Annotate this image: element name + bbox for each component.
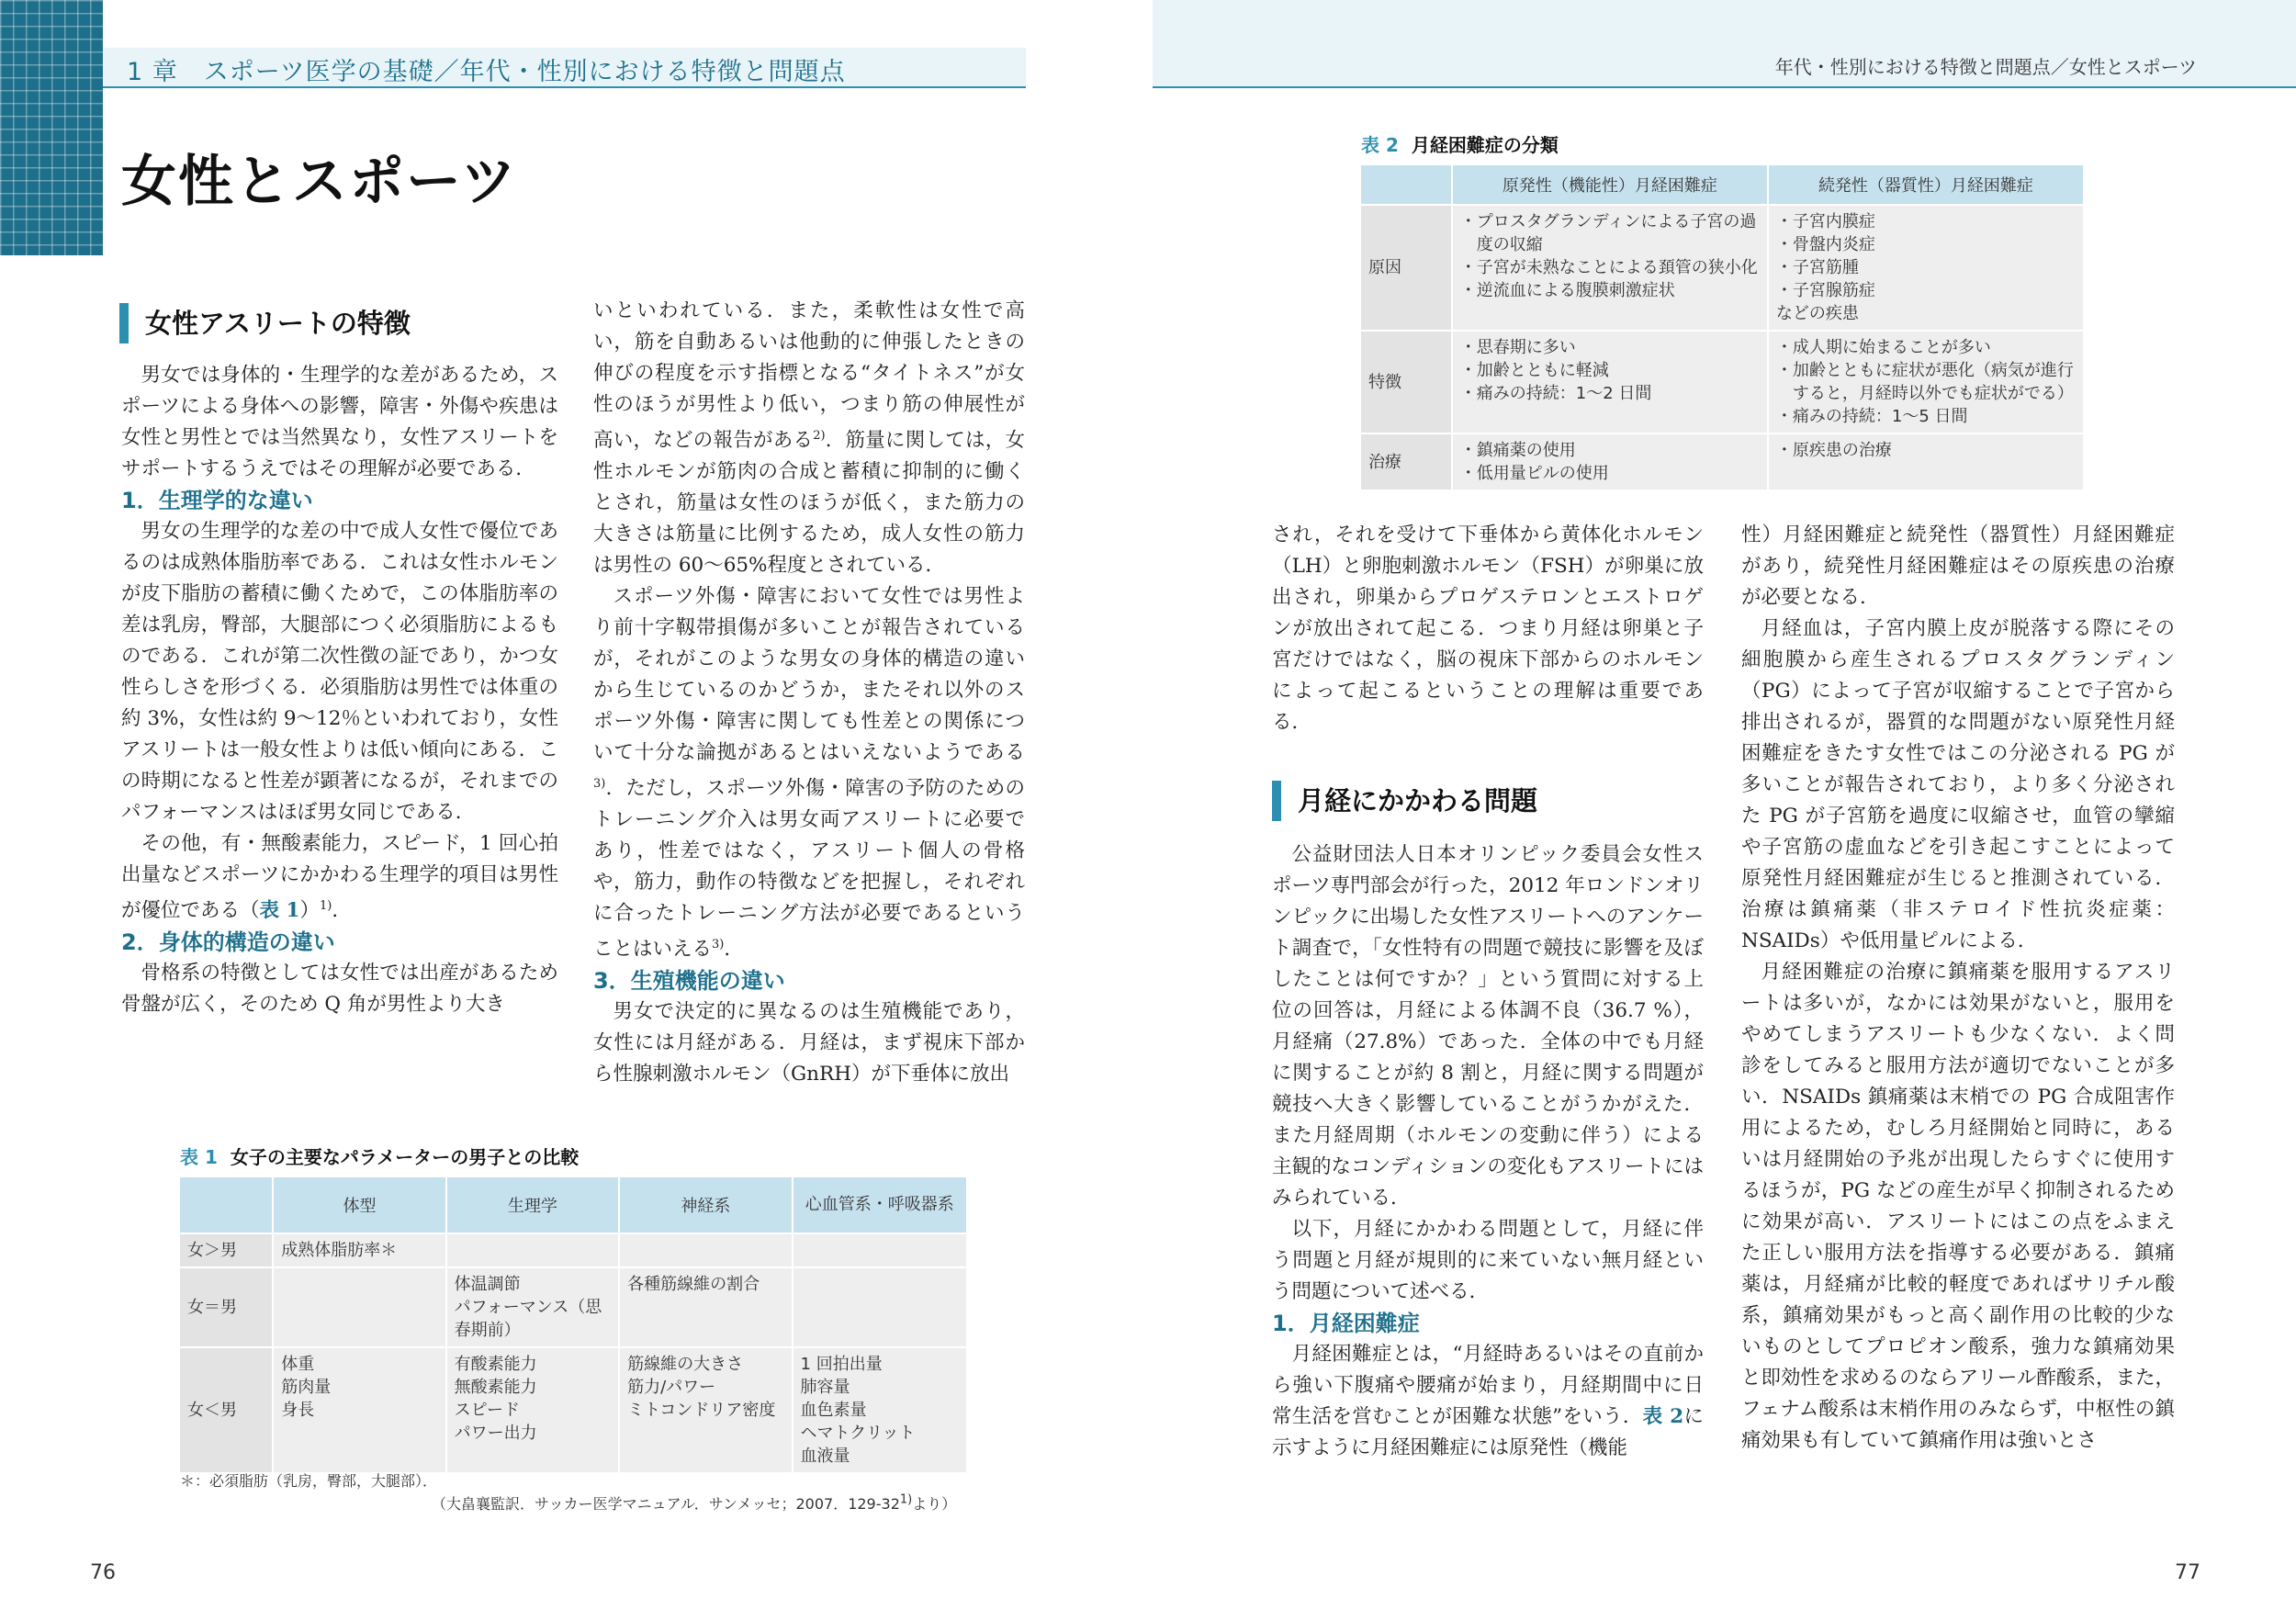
table1-row — [179, 1233, 967, 1267]
table1-cell — [619, 1233, 792, 1267]
paragraph: 男女では身体的・生理学的な差があるため，スポーツによる身体への影響，障害・外傷や疾患は女性と男性とでは当然異なり，女性アスリートをサポートするうえではその理解が必要である． — [121, 364, 558, 480]
paragraph: 骨格系の特徴としては女性では出産があるため骨盤が広く，そのため Q 角が男性より大き — [121, 962, 558, 1017]
subheading-dysmenorrhea: 1．月経困難症 — [1272, 1311, 1420, 1336]
table1-cell — [446, 1347, 619, 1473]
cell-line: 体重 — [281, 1355, 315, 1374]
table2-row-label: 治療 — [1360, 433, 1452, 490]
table1-row — [179, 1267, 967, 1347]
subheading-physiology: 1．生理学的な違い — [121, 488, 313, 513]
cell-line: ・原疾患の治療 — [1775, 441, 1892, 460]
table1-header-cell: 生理学 — [446, 1176, 619, 1233]
paragraph: 男女の生理学的な差の中で成人女性で優位であるのは成熟体脂肪率である．これは女性ホルモンが皮下脂肪の蓄積に働くためで，この体脂肪率の差は乳房，臀部，大腿部につく必須脂肪によるものである．これが第二次性徴の証であり，かつ女性らしさを形づくる．必須脂肪は男性では体重の約 3%，女性は約 9〜12％といわれており，女性アスリートは一般女性よりは低い傾向にある．この時期になると性差が顕著になるが，それまでのパフォーマンスはほぼ男女同じである． — [121, 520, 558, 824]
cell-line: 筋力/パワー — [627, 1378, 716, 1397]
table1-cell — [273, 1347, 445, 1473]
paragraph — [593, 296, 1025, 581]
table2-cell — [1768, 331, 2084, 433]
table1-title: 女子の主要なパラメーターの男子との比較 — [230, 1146, 580, 1168]
text: ．ただし，スポーツ外傷・障害の予防のためのトレーニング介入は男女両アスリートに必要であり，性差ではなく，アスリート個人の骨格や，筋力，動作の特徴などを把握し，それぞれに合ったトレーニング方法が必要であるということはいえる — [593, 777, 1025, 962]
cell-line: 筋線維の大きさ — [627, 1355, 744, 1374]
cell-line: 1 回拍出量 — [800, 1355, 883, 1374]
paragraph — [593, 581, 1025, 965]
cell-line: ・子宮が未熟なことによる頚管の狭小化 — [1459, 258, 1758, 277]
table2-row — [1360, 433, 2084, 490]
table1-header-cell: 体型 — [273, 1176, 445, 1233]
cell-line: 各種筋線維の割合 — [627, 1275, 760, 1294]
paragraph — [1272, 1339, 1704, 1464]
right-column-1 — [1272, 520, 1704, 1464]
paragraph: 性）月経困難症と続発性（器質性）月経困難症があり，続発性月経困難症はその原疾患の治療が必要となる． — [1741, 523, 2175, 609]
cell-line: パフォーマンス（思 — [454, 1298, 602, 1317]
cell-line: ヘマトクリット — [800, 1424, 916, 1443]
cell-line: ・プロスタグランディンによる子宮の過度の収縮 — [1459, 212, 1757, 254]
section-heading-female-athlete: 女性アスリートの特徴 — [119, 303, 586, 343]
right-running-header — [1153, 0, 2296, 88]
cell-line: 血色素量 — [800, 1401, 867, 1420]
text: ． — [332, 899, 352, 923]
table2-cell — [1768, 205, 2084, 331]
table2-number: 表 2 — [1361, 134, 1399, 156]
citation: 2) — [813, 429, 826, 443]
table2-cell — [1452, 433, 1768, 490]
table1-cell — [793, 1347, 967, 1473]
paragraph: 以下，月経にかかわる問題として，月経に伴う問題と月経が規則的に来ていない無月経という問題について述べる． — [1272, 1218, 1704, 1303]
paragraph: され，それを受けて下垂体から黄体化ホルモン（LH）と卵胞刺激ホルモン（FSH）が卵巣に放出され，卵巣からプロゲステロンとエストロゲンが放出されて起こる．つまり月経は卵巣と子宮だけではなく，脳の視床下部からのホルモンによって起こるということの理解は重要である． — [1272, 523, 1704, 734]
text: に示すように月経困難症には原発性（機能 — [1272, 1405, 1704, 1459]
text: 月経困難症とは，“月経時あるいはその直前から強い下腹痛や腰痛が始まり，月経期間中に日常生活を営むことが困難な状態”をいう． — [1272, 1343, 1704, 1428]
table1-header-cell: 心血管系・呼吸器系 — [793, 1176, 967, 1233]
table1-cell — [273, 1267, 445, 1347]
left-column-1 — [121, 360, 558, 1020]
table2-row — [1360, 205, 2084, 331]
table-ref-link[interactable]: 表 1 — [259, 899, 300, 923]
table1-cell — [619, 1267, 792, 1347]
table1-header-cell: 神経系 — [619, 1176, 792, 1233]
table2-row-label: 特徴 — [1360, 331, 1452, 433]
citation: 3) — [712, 938, 725, 952]
citation: 3) — [593, 777, 606, 792]
table2-cell — [1452, 205, 1768, 331]
cell-line: 成熟体脂肪率＊ — [281, 1241, 398, 1260]
cell-line: 血液量 — [800, 1447, 850, 1466]
section-heading-menstrual: 月経にかかわる問題 — [1272, 781, 1704, 821]
cell-line: 筋肉量 — [281, 1378, 332, 1397]
left-running-header — [103, 48, 1026, 88]
cell-line: ・骨盤内炎症 — [1775, 235, 1875, 254]
paragraph: 月経血は，子宮内膜上皮が脱落する際にその細胞膜から産生されるプロスタグランディン（PG）によって子宮が収縮することで子宮から排出されるが，器質的な問題がない原発性月経困難症をきたす女性ではこの分泌される PG が多いことが報告されており，より多く分泌された PG が子宮筋を過度に収縮させ，血管の攣縮や子宮筋の虚血などを引き起こすことによって原発性月経困難症が生じると推測されている．治療は鎮痛薬（非ステロイド性抗炎症薬：NSAIDs）や低用量ピルによる． — [1741, 617, 2175, 952]
table-ref-link[interactable]: 表 2 — [1642, 1405, 1684, 1428]
table1-source — [432, 1492, 956, 1514]
table1-number: 表 1 — [180, 1146, 218, 1168]
cell-line: 肺容量 — [800, 1378, 850, 1397]
cell-line: 体温調節 — [454, 1275, 521, 1294]
table1-footnote: ＊：必須脂肪（乳房，臀部，大腿部）． — [180, 1472, 438, 1490]
table1-caption — [180, 1143, 579, 1169]
text: その他，有・無酸素能力，スピード，1 回心拍出量などスポーツにかかわる生理学的項目は男性が優位である（ — [121, 832, 558, 923]
table2-header-row — [1360, 164, 2084, 205]
citation: 1) — [899, 1492, 913, 1507]
text: スポーツ外傷・障害において女性では男性より前十字靱帯損傷が多いことが報告されているが，それがこのような男女の身体的構造の違いから生じているのかどうか，またそれ以外のスポーツ外傷・障害に関しても性差との関係について十分な論拠があるとはいえないようである — [593, 585, 1025, 765]
text: （大畠襄監訳．サッカー医学マニュアル．サンメッセ；2007．129-32 — [432, 1495, 900, 1513]
cell-line: ・子宮内膜症 — [1775, 212, 1875, 231]
table2-cell — [1452, 331, 1768, 433]
citation: 1) — [319, 899, 332, 913]
table2 — [1359, 163, 2085, 491]
cell-line: スピード — [454, 1401, 520, 1420]
cell-line: ・鎮痛薬の使用 — [1459, 441, 1576, 460]
table1 — [178, 1176, 968, 1474]
table2-row — [1360, 331, 2084, 433]
text: より） — [912, 1495, 957, 1513]
left-running-header-text: 1 章 スポーツ医学の基礎／年代・性別における特徴と問題点 — [127, 58, 846, 86]
right-column-2 — [1741, 520, 2175, 1457]
page-number-right: 77 — [2175, 1561, 2200, 1584]
text: ． — [724, 938, 744, 962]
cell-line: ・成人期に始まることが多い — [1775, 338, 1991, 357]
text: いといわれている．また，柔軟性は女性で高い，筋を自動あるいは他動的に伸張したときの伸びの程度を示す指標となる“タイトネス”が女性のほうが男性より低い，つまり筋の伸展性が高い，などの報告がある — [593, 299, 1025, 453]
table1-header-row — [179, 1176, 967, 1233]
cell-line: ・加齢とともに症状が悪化（病気が進行すると，月経時以外でも症状がでる） — [1775, 361, 2074, 403]
table1-cell — [793, 1233, 967, 1267]
cell-line: ・逆流血による腹膜刺激症状 — [1459, 281, 1675, 300]
table1-cell — [446, 1233, 619, 1267]
subheading-reproductive: 3．生殖機能の違い — [593, 968, 785, 995]
cell-line: ・痛みの持続：1〜5 日間 — [1775, 407, 1968, 426]
right-running-header-text: 年代・性別における特徴と問題点／女性とスポーツ — [1774, 56, 2197, 78]
paragraph: 男女で決定的に異なるのは生殖機能であり，女性には月経がある．月経は，まず視床下部から性腺刺激ホルモン（GnRH）が下垂体に放出 — [593, 1000, 1025, 1086]
cell-line: 春期前） — [454, 1321, 521, 1340]
cell-line: 有酸素能力 — [454, 1355, 537, 1374]
cell-line: パワー出力 — [454, 1424, 537, 1443]
paragraph: その他，有・無酸素能力，スピード，1 回心拍出量などスポーツにかかわる生理学的項目は男性が優位である（表 1）$^{1)}$． — [121, 832, 558, 923]
left-column-2 — [593, 296, 1025, 1090]
table1-cell — [793, 1267, 967, 1347]
cell-line: ・低用量ピルの使用 — [1459, 464, 1609, 483]
cell-line: ・子宮腺筋症 — [1775, 281, 1875, 300]
table2-row-label: 原因 — [1360, 205, 1452, 331]
cell-line: ・痛みの持続：1〜2 日間 — [1459, 384, 1652, 403]
corner-grid-decoration — [0, 0, 103, 255]
table2-header-cell: 続発性（器質性）月経困難症 — [1768, 164, 2084, 205]
table1-cell — [619, 1347, 792, 1473]
cell-line: 無酸素能力 — [454, 1378, 537, 1397]
subheading-structure: 2．身体的構造の違い — [121, 929, 335, 956]
table2-title: 月経困難症の分類 — [1411, 134, 1559, 156]
table2-caption — [1361, 130, 1559, 157]
table1-row-label: 女＝男 — [179, 1267, 273, 1347]
page-title: 女性とスポーツ — [121, 150, 518, 214]
table2-header-cell — [1360, 164, 1452, 205]
table1-cell — [446, 1267, 619, 1347]
cell-line: ・思春期に多い — [1459, 338, 1576, 357]
table2-header-cell: 原発性（機能性）月経困難症 — [1452, 164, 1768, 205]
cell-line: ・子宮筋腫 — [1775, 258, 1859, 277]
table2-cell — [1768, 433, 2084, 490]
cell-line: などの疾患 — [1775, 304, 1859, 323]
table1-row — [179, 1347, 967, 1473]
table1-cell — [273, 1233, 445, 1267]
text: ．筋量に関しては，女性ホルモンが筋肉の合成と蓄積に抑制的に働くとされ，筋量は女性のほうが低く，また筋力の大きさは筋量に比例するため，成人女性の筋力は男性の 60〜65%程度とされている． — [593, 429, 1025, 578]
table1-row-label: 女＜男 — [179, 1347, 273, 1473]
page-number-left: 76 — [90, 1561, 116, 1584]
cell-line: 身長 — [281, 1401, 315, 1420]
table1-header-cell — [179, 1176, 273, 1233]
paragraph: 公益財団法人日本オリンピック委員会女性スポーツ専門部会が行った，2012 年ロンドンオリンピックに出場した女性アスリートへのアンケート調査で，「女性特有の問題で競技に影響を及ぼしたことは何ですか？」という質問に対する上位の回答は，月経による体調不良（36.7 %），月経痛（27.8%）であった．全体の中でも月経に関することが約 8 割と，月経に関する問題が競技へ大きく影響していることがうかがえた．また月経周期（ホルモンの変動に伴う）による主観的なコンディションの変化もアスリートにはみられている． — [1272, 843, 1704, 1210]
table1-row-label: 女＞男 — [179, 1233, 273, 1267]
paragraph: 月経困難症の治療に鎮痛薬を服用するアスリートは多いが，なかには効果がないと，服用をやめてしまうアスリートも少なくない．よく問診をしてみると服用方法が適切でないことが多い．NSAIDs 鎮痛薬は末梢での PG 合成阻害作用によるため，むしろ月経開始と同時に，あるいは月経開始の予兆が出現したらすぐに使用するほうが，PG などの産生が早く抑制されるために効果が高い．アスリートにはこの点をふまえた正しい服用方法を指導する必要がある．鎮痛薬は，月経痛が比較的軽度であればサリチル酸系，鎮痛効果がもっと高く副作用の比較的少ないものとしてプロピオン酸系，強力な鎮痛効果と即効性を求めるのならアリール酢酸系，また，フェナム酸系は末梢作用のみならず，中枢性の鎮痛効果も有していて鎮痛作用は強いとさ — [1741, 961, 2175, 1452]
cell-line: ・加齢とともに軽減 — [1459, 361, 1609, 380]
cell-line: ミトコンドリア密度 — [627, 1401, 776, 1420]
